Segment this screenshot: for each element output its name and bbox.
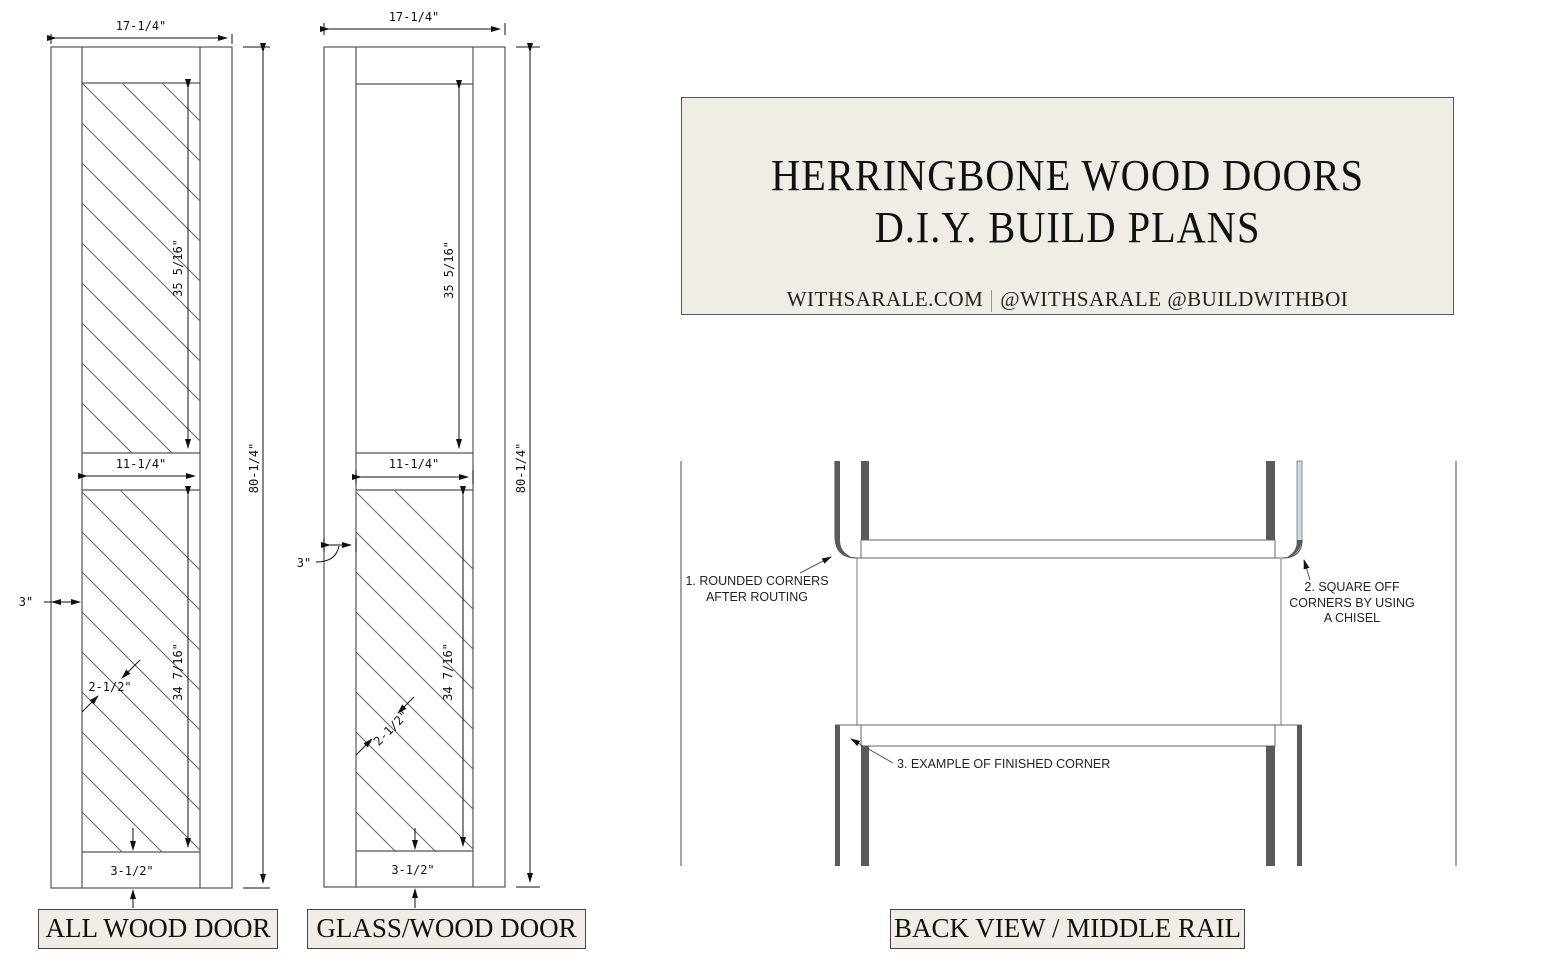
all-wood-lower-panel-label: 34 7/16" bbox=[171, 643, 185, 701]
all-wood-slat-label: 2-1/2" bbox=[88, 680, 132, 694]
glass-wood-upper-panel-label: 35 5/16" bbox=[442, 241, 456, 299]
all-wood-width-label: 17-1/4" bbox=[115, 19, 167, 33]
glass-edge-right bbox=[1297, 461, 1302, 543]
glass-wood-height-label: 80-1/4" bbox=[514, 442, 528, 494]
website-text: WITHSARALE.COM bbox=[786, 286, 984, 311]
all-wood-door-dimensions bbox=[44, 34, 270, 908]
glass-wood-slat-label: 2-1/2" bbox=[370, 707, 412, 749]
back-view-drawing bbox=[681, 461, 1456, 866]
all-wood-height-label: 80-1/4" bbox=[247, 442, 261, 494]
dark-edge-left-inner bbox=[861, 461, 869, 540]
back-view-label: BACK VIEW / MIDDLE RAIL bbox=[890, 909, 1245, 949]
glass-wood-bottom-rail-label: 3-1/2" bbox=[391, 863, 435, 877]
social-handles: @WITHSARALE @BUILDWITHBOI bbox=[1000, 286, 1349, 311]
glass-wood-middle-rail-label: 11-1/4" bbox=[388, 457, 440, 471]
herringbone-slats-lower bbox=[356, 452, 473, 929]
glass-wood-door-drawing bbox=[324, 47, 505, 929]
title-line-2: D.I.Y. BUILD PLANS bbox=[874, 203, 1261, 252]
glass-wood-door-label: GLASS/WOOD DOOR bbox=[307, 909, 586, 949]
all-wood-middle-rail-label: 11-1/4" bbox=[115, 457, 167, 471]
glass-wood-lower-panel-label: 34 7/16" bbox=[441, 643, 455, 701]
all-wood-door-label: ALL WOOD DOOR bbox=[38, 909, 278, 949]
note-rounded-corners-line2: AFTER ROUTING bbox=[705, 590, 809, 604]
title-line-1: HERRINGBONE WOOD DOORS bbox=[771, 151, 1364, 200]
credits-divider bbox=[991, 290, 992, 312]
note-rounded-corners-line1: 1. ROUNDED CORNERS bbox=[685, 574, 829, 588]
glass-wood-width-label: 17-1/4" bbox=[388, 10, 440, 24]
credits bbox=[682, 287, 1453, 312]
all-wood-upper-panel-label: 35 5/16" bbox=[171, 239, 185, 297]
title-card bbox=[681, 97, 1454, 315]
dark-edge-right-inner bbox=[1266, 461, 1275, 540]
note-square-off-line1: 2. SQUARE OFF bbox=[1304, 580, 1400, 594]
note-square-off-line2: CORNERS BY USING bbox=[1289, 596, 1415, 610]
note-finished-corner: 3. EXAMPLE OF FINISHED CORNER bbox=[897, 757, 1111, 771]
all-wood-bottom-rail-label: 3-1/2" bbox=[110, 864, 154, 878]
all-wood-stile-label: 3" bbox=[18, 595, 34, 609]
dark-edge-left-outer bbox=[835, 461, 840, 543]
note-square-off-line3: A CHISEL bbox=[1323, 611, 1381, 625]
glass-wood-stile-label: 3" bbox=[296, 556, 312, 570]
